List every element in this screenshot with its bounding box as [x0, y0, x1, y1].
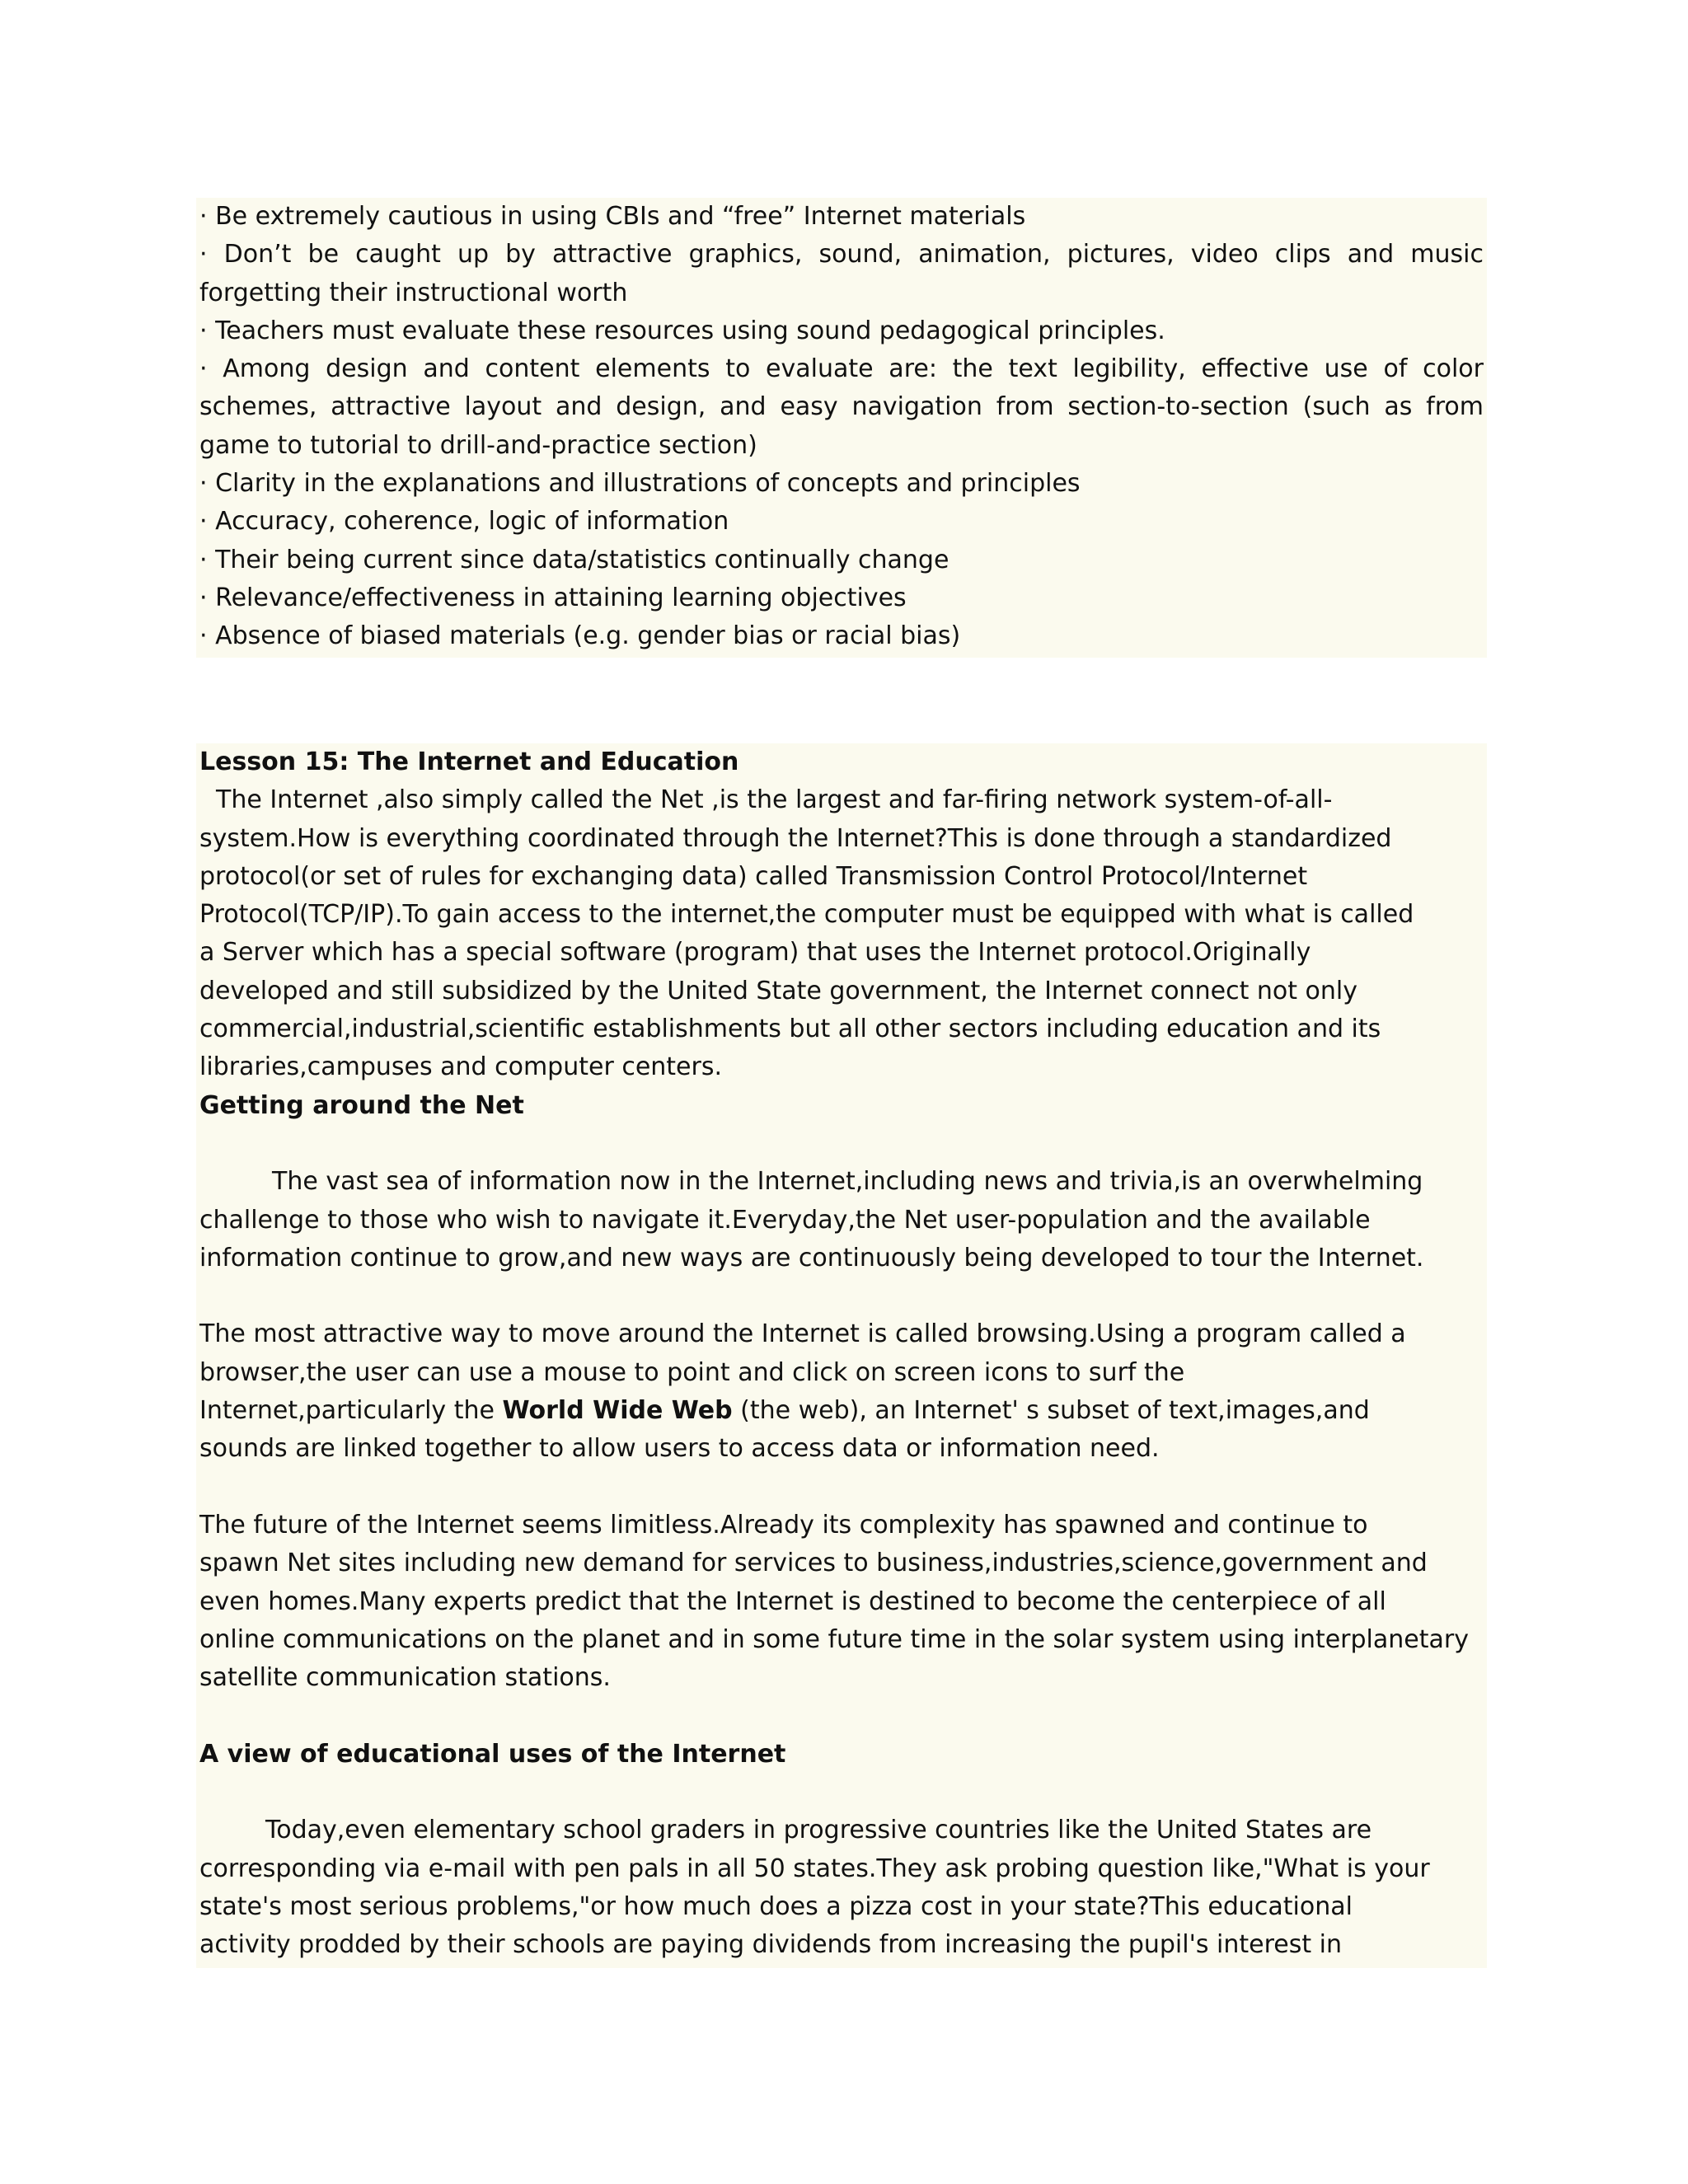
spacer — [199, 1277, 1484, 1315]
browsing-line: The most attractive way to move around the Internet is called browsing.Using a program called a — [199, 1319, 1406, 1349]
future-line: even homes.Many experts predict that the Internet is destined to become the centerpiece of all — [199, 1586, 1386, 1616]
browsing-line: sounds are linked together to allow users to access data or information need. — [199, 1434, 1160, 1464]
future-line: online communications on the planet and in some future time in the solar system using interplanetary — [199, 1624, 1469, 1654]
guideline-item-continued: schemes, attractive layout and design, and easy navigation from section-to-section (such as from — [199, 392, 1484, 422]
browsing-line — [199, 1392, 1484, 1430]
educational-line: corresponding via e-mail with pen pals in all 50 states.They ask probing question like,"What is your — [199, 1854, 1430, 1883]
intro-line: The Internet ,also simply called the Net ,is the largest and far-firing network system-of-all- — [216, 785, 1333, 815]
browsing-text: (the web), an Internet' s subset of text,images,and — [732, 1396, 1370, 1426]
guideline-item: · Among design and content elements to evaluate are: the text legibility, effective use of color — [199, 354, 1484, 384]
future-line: satellite communication stations. — [199, 1663, 611, 1693]
intro-line: protocol(or set of rules for exchanging data) called Transmission Control Protocol/Internet — [199, 861, 1308, 891]
spacer — [199, 1697, 1484, 1735]
browsing-text: Internet,particularly the — [199, 1396, 503, 1426]
getting-around-line: challenge to those who wish to navigate it.Everyday,the Net user-population and the available — [199, 1205, 1371, 1235]
intro-line: developed and still subsidized by the United State government, the Internet connect not only — [199, 976, 1357, 1005]
spacer — [199, 1469, 1484, 1507]
guideline-item: · Relevance/effectiveness in attaining learning objectives — [199, 583, 907, 612]
spacer — [199, 1125, 1484, 1163]
guideline-item: · Accuracy, coherence, logic of information — [199, 507, 729, 537]
educational-line: state's most serious problems,"or how much does a pizza cost in your state?This educational — [199, 1891, 1353, 1921]
educational-line: Today,even elementary school graders in progressive countries like the United States are — [265, 1816, 1372, 1845]
guideline-item: · Their being current since data/statistics continually change — [199, 545, 950, 574]
getting-around-line: The vast sea of information now in the Internet,including news and trivia,is an overwhelming — [272, 1167, 1423, 1197]
future-line: spawn Net sites including new demand for services to business,industries,science,government and — [199, 1549, 1428, 1578]
section-heading-getting-around: Getting around the Net — [199, 1090, 524, 1120]
guideline-item: · Teachers must evaluate these resources using sound pedagogical principles. — [199, 316, 1165, 345]
spacer — [199, 1774, 1484, 1811]
intro-line: a Server which has a special software (program) that uses the Internet protocol.Originally — [199, 938, 1311, 968]
guideline-item-continued: game to tutorial to drill-and-practice section) — [199, 430, 757, 460]
guideline-item: · Clarity in the explanations and illustrations of concepts and principles — [199, 469, 1081, 499]
lesson-block — [196, 743, 1487, 1968]
guideline-item: · Don’t be caught up by attractive graphics, sound, animation, pictures, video clips and music — [199, 240, 1484, 269]
intro-line: commercial,industrial,scientific establishments but all other sectors including education and its — [199, 1015, 1381, 1044]
guideline-item-continued: forgetting their instructional worth — [199, 278, 628, 307]
lesson-title: Lesson 15: The Internet and Education — [199, 748, 739, 776]
intro-line: libraries,campuses and computer centers. — [199, 1052, 723, 1082]
guidelines-block — [196, 198, 1487, 658]
guideline-item: · Absence of biased materials (e.g. gender bias or racial bias) — [199, 621, 961, 651]
getting-around-line: information continue to grow,and new ways are continuously being developed to tour the Internet. — [199, 1243, 1424, 1272]
intro-line: system.How is everything coordinated through the Internet?This is done through a standardized — [199, 823, 1392, 853]
guideline-item: · Be extremely cautious in using CBIs and “free” Internet materials — [199, 202, 1026, 231]
intro-line: Protocol(TCP/IP).To gain access to the internet,the computer must be equipped with what is called — [199, 900, 1414, 930]
section-heading-educational-uses: A view of educational uses of the Internet — [199, 1739, 786, 1769]
educational-line: activity prodded by their schools are paying dividends from increasing the pupil's interest in — [199, 1930, 1342, 1960]
world-wide-web-term: World Wide Web — [502, 1396, 733, 1426]
browsing-line: browser,the user can use a mouse to point and click on screen icons to surf the — [199, 1357, 1185, 1387]
future-line: The future of the Internet seems limitless.Already its complexity has spawned and continue to — [199, 1510, 1368, 1540]
